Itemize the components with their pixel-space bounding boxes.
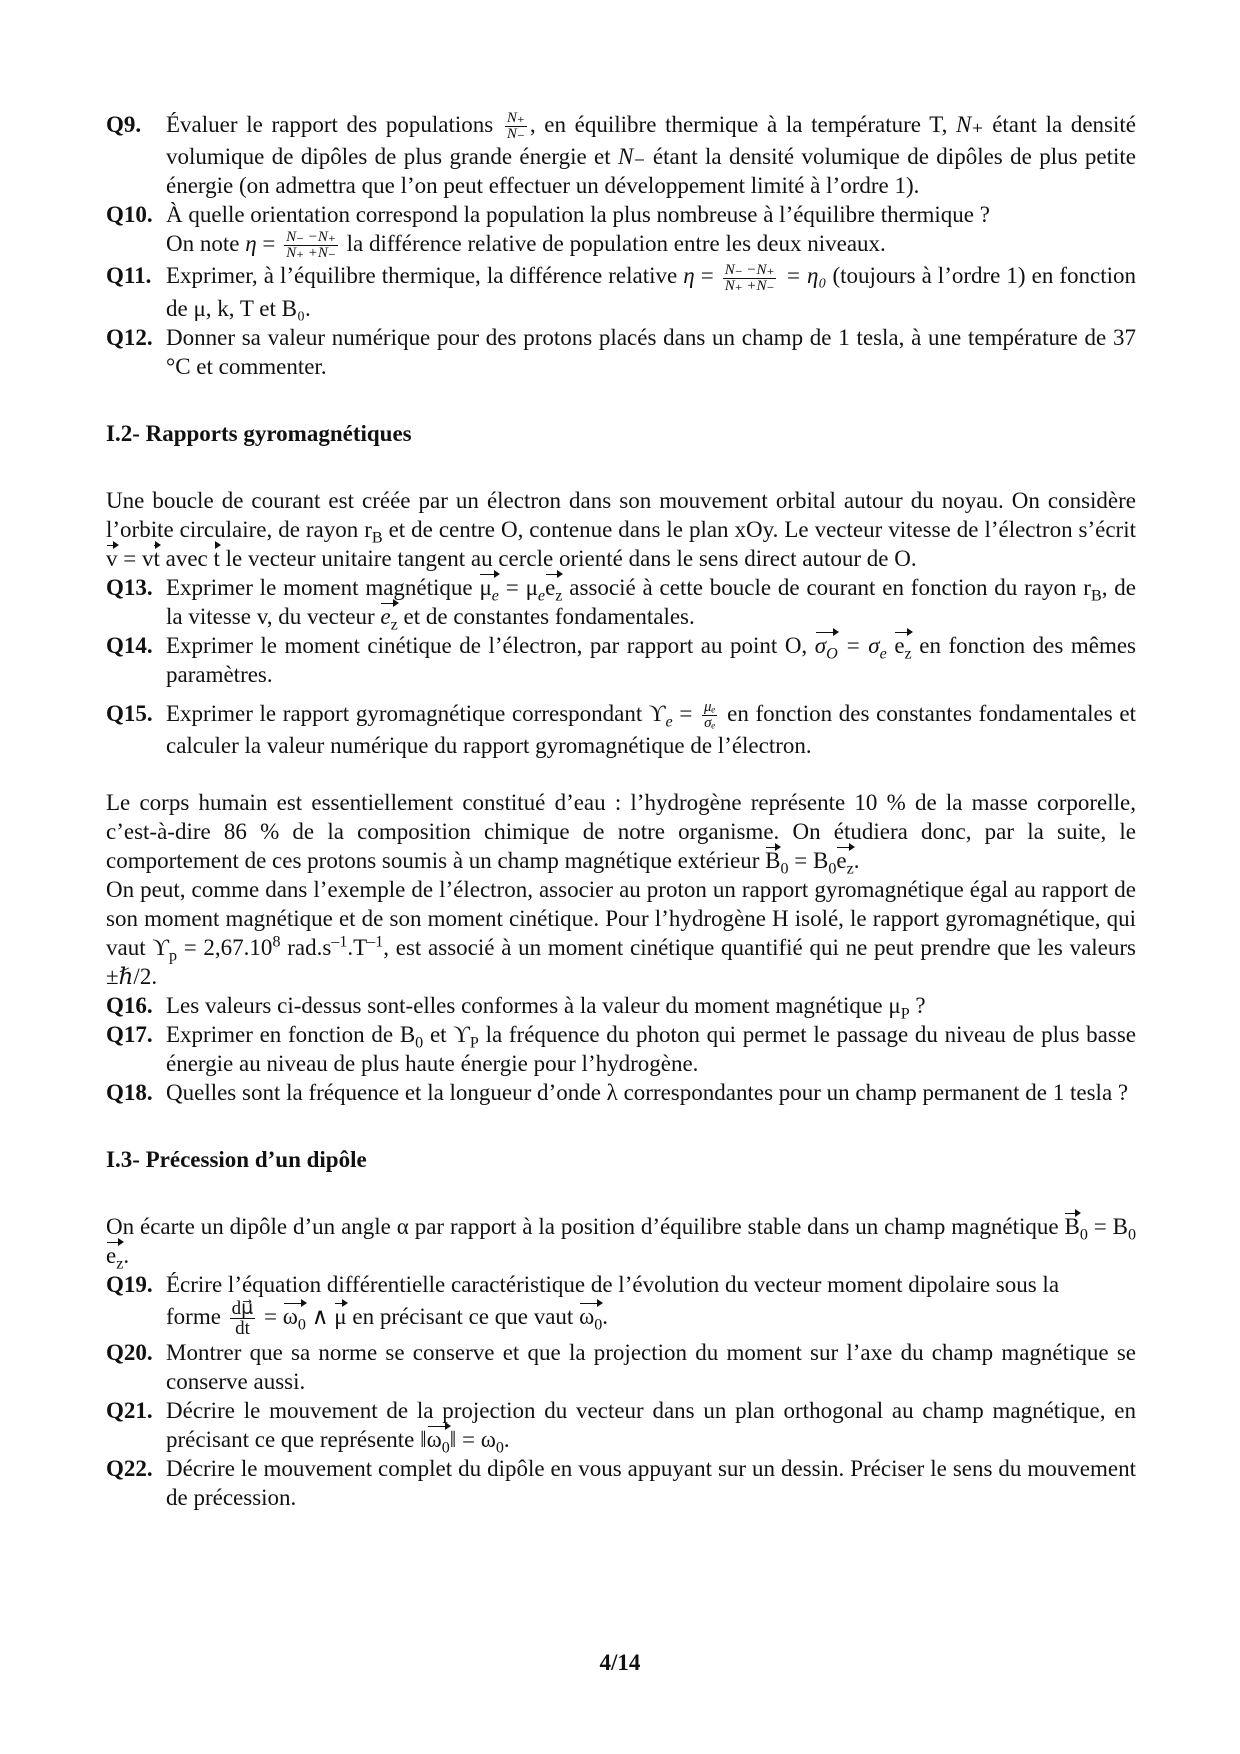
fraction: $\frac{N_+}{N_-}$ xyxy=(506,110,525,143)
paragraph: On écarte un dipôle d’un angle α par rapport à la position d’équilibre stable dans un champ magnétique $B_0 = B_0e_z$. xyxy=(106,1213,1137,1273)
section-title: I.3- Précession d’un dipôle xyxy=(106,1146,367,1172)
paragraph: Le corps humain est essentiellement constitué d’eau : l’hydrogène représente 10 % de la masse corporelle, c’est-à-dire 86 % de la composition chimique de notre organisme. On étudiera donc, par la suite, le comportement de ces protons soumis à un champ magnétique extérieur $B_0 = B_0e_z$. xyxy=(106,789,1136,878)
question-q20: Q20. Montrer que sa norme se conserve et que la projection du moment sur l’axe du champ magnétique se conserve aussi. xyxy=(106,1339,1136,1394)
question-number: Q13. xyxy=(106,574,153,600)
question-number: Q12. xyxy=(106,324,153,350)
fraction: $\frac{d\mu⃗}{dt}$ xyxy=(231,1297,254,1339)
question-number: Q18. xyxy=(106,1079,153,1105)
question-number: Q14. xyxy=(106,632,153,658)
question-q15: Q15. Exprimer le rapport gyromagnétique correspondant $ϒ_e$ = $\frac{\text{μₑ}}{\text{σₑ}}$ en fonction des constantes fondamentales et calculer la valeur numérique du rapport gyromagnétique de l’électron. xyxy=(106,698,1136,758)
fraction: $\frac{\text{μₑ}}{\text{σₑ}}$ xyxy=(704,698,716,731)
question-number: Q9. xyxy=(106,112,142,137)
question-q21: Q21. Décrire le mouvement de la projection du vecteur dans un plan orthogonal au champ magnétique, en précisant ce que représente $‖\omega_0‖ = \omega_0$. xyxy=(106,1397,1136,1457)
question-q18: Q18. Quelles sont la fréquence et la longueur d’onde λ correspondantes pour un champ permanent de 1 tesla ? xyxy=(106,1079,1129,1105)
question-q16: Q16. Les valeurs ci-dessus sont-elles conformes à la valeur du moment magnétique $\mu_P$ ? xyxy=(106,992,926,1023)
page-content xyxy=(106,110,1136,1512)
paragraph: Une boucle de courant est créée par un électron dans son mouvement orbital autour du noyau. On considère l’orbite circulaire, de rayon $r_B$ et de centre O, contenue dans le plan xOy. Le vecteur vitesse de l’électron s’écrit v = vt avec t le vecteur unitaire tangent au cercle orienté dans le sens direct autour de O. xyxy=(106,487,1136,571)
question-q14: Q14. Exprimer le moment cinétique de l’électron, par rapport au point O, $\sigma_O = \sigma_e$ $e_z$ en fonction des mêmes paramètres. xyxy=(106,632,1137,687)
question-q12: Q12. Donner sa valeur numérique pour des protons placés dans un champ de 1 tesla, à une température de 37 °C et commenter. xyxy=(106,324,1136,379)
question-number: Q20. xyxy=(106,1339,153,1365)
question-q22: Q22. Décrire le mouvement complet du dipôle en vous appuyant sur un dessin. Préciser le sens du mouvement de précession. xyxy=(106,1455,1136,1510)
question-q13: Q13. Exprimer le moment magnétique $\mu_e = \mu_ee_z$ associé à cette boucle de courant en fonction du rayon $r_B$, de la vitesse v, du vecteur $e_z$ et de constantes fondamentales. xyxy=(106,574,1136,634)
section-title: I.2- Rapports gyromagnétiques xyxy=(106,420,412,446)
fraction: $\frac{N_- -N_+}{N_+ +N_-}$ xyxy=(286,229,336,262)
question-q9: Q9. Évaluer le rapport des populations $\frac{N_+}{N_-}$ , en équilibre thermique à la température T, N₊ étant la densité volumique de dipôles de plus grande énergie et N₋ étant la densité volumique de dipôles de plus petite énergie (on admettra que l’on peut effectuer un développement limité à l’ordre 1). xyxy=(106,110,1137,199)
question-number: Q17. xyxy=(106,1021,153,1047)
question-number: Q10. xyxy=(106,202,153,228)
question-q17: Q17. Exprimer en fonction de $B_0$ et $ϒ_P$ la fréquence du photon qui permet le passage du niveau de plus basse énergie au niveau de plus haute énergie pour l’hydrogène. xyxy=(106,1021,1136,1076)
question-q19: Q19. Écrire l’équation différentielle caractéristique de l’évolution du vecteur moment dipolaire sous la forme $\frac{d\mu⃗}{dt}$ = $\omega_0$ ∧ μ en précisant ce que vaut $\omega_0$. xyxy=(106,1271,1060,1339)
question-q10: Q10. À quelle orientation correspond la population la plus nombreuse à l’équilibre thermique ? On note η = $\frac{N_- -N_+}{N_+ +N_-}$ la différence relative de population entre les deux niveaux. xyxy=(106,202,990,262)
page-number: 4/14 xyxy=(599,1650,641,1675)
paragraph: On peut, comme dans l’exemple de l’électron, associer au proton un rapport gyromagnétique égal au rapport de son moment magnétique et de son moment cinétique. Pour l’hydrogène H isolé, le rapport gyromagnétique, qui vaut $ϒ_p = 2,67.10^8$ $rad.s^{-1}.T^{-1}$, est associé à un moment cinétique quantifié qui ne peut prendre que les valeurs ±ℏ/2. xyxy=(106,876,1136,989)
question-number: Q16. xyxy=(106,992,153,1018)
question-number: Q21. xyxy=(106,1397,153,1423)
question-number: Q15. xyxy=(106,700,153,726)
fraction: $\frac{N_- -N_+}{N_+ +N_-}$ xyxy=(724,261,775,294)
question-number: Q19. xyxy=(106,1271,153,1297)
question-number: Q11. xyxy=(106,263,152,289)
question-number: Q22. xyxy=(106,1455,153,1481)
question-q11: Q11. Exprimer, à l’équilibre thermique, la différence relative η = $\frac{N_- -N_+}{N_+ +N_-}$ = η₀ (toujours à l’ordre 1) en fonction de μ, k, T et B₀. xyxy=(106,261,1136,321)
